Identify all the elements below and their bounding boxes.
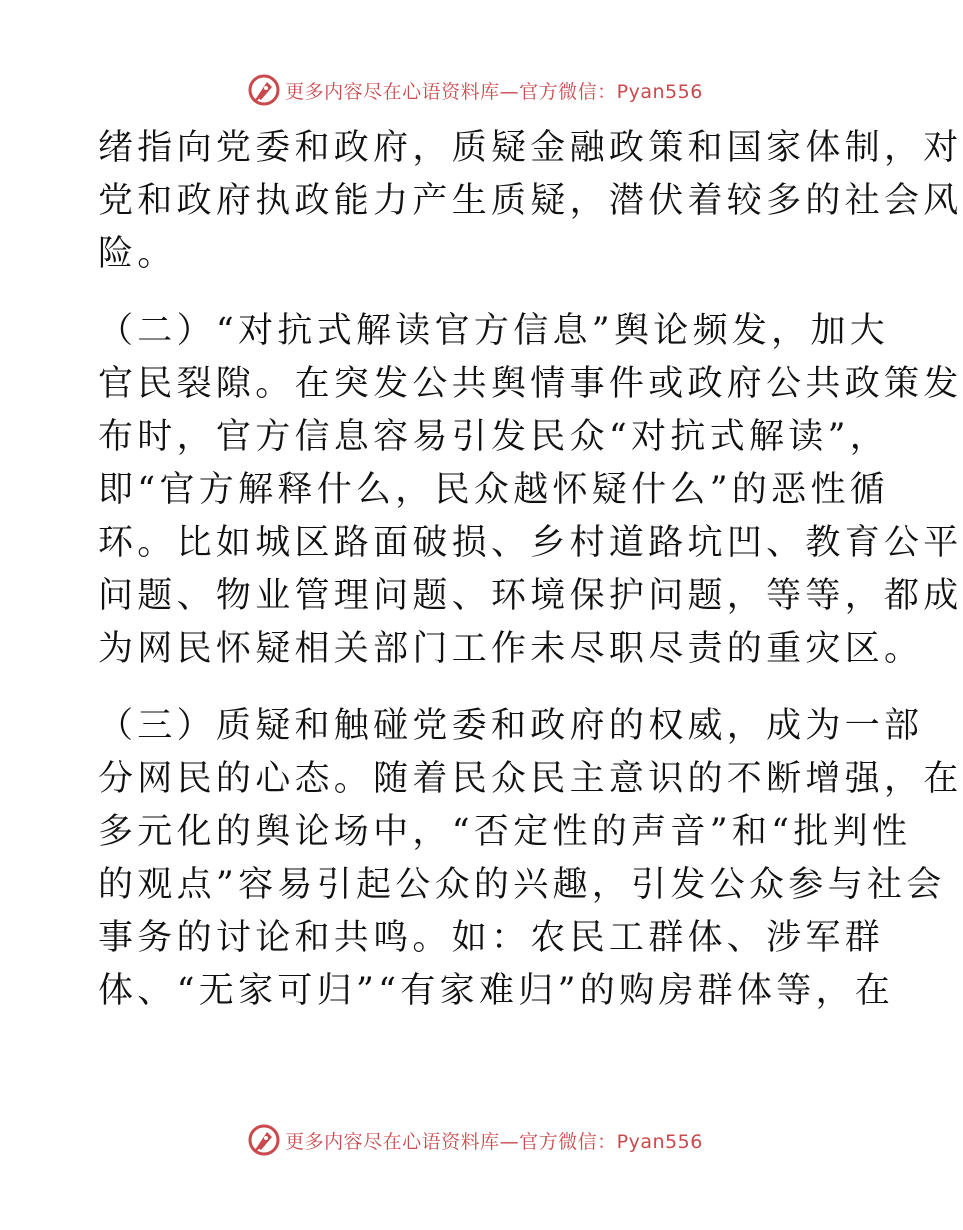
text-line: 绪指向党委和政府，质疑金融政策和国家体制，对: [98, 128, 963, 168]
text-line: 党和政府执政能力产生质疑，潜伏着较多的社会风: [98, 181, 963, 221]
text-line: 布时，官方信息容易引发民众“对抗式解读”，: [98, 417, 890, 457]
paragraph-3: [98, 700, 963, 1018]
footer-banner: [0, 1120, 950, 1160]
text-line: 事务的讨论和共鸣。如：农民工群体、涉军群: [98, 918, 885, 958]
text-line: 为网民怀疑相关部门工作未尽职尽责的重灾区。: [98, 629, 924, 669]
text-line: 官民裂隙。在突发公共舆情事件或政府公共政策发: [98, 364, 963, 404]
header-banner-text: 更多内容尽在心语资料库—官方微信：Pyan556: [285, 80, 703, 103]
text-line: 的观点”容易引起公众的兴趣，引发公众参与社会: [98, 865, 946, 905]
text-line: 即“官方解释什么，民众越怀疑什么”的恶性循: [98, 470, 890, 510]
header-banner: [0, 70, 950, 110]
text-line: （三）质疑和触碰党委和政府的权威，成为一部: [98, 706, 924, 746]
text-line: 分网民的心态。随着民众民主意识的不断增强，在: [98, 759, 963, 799]
footer-banner-text: 更多内容尽在心语资料库—官方微信：Pyan556: [285, 1130, 703, 1153]
text-line: 多元化的舆论场中，“否定性的声音”和“批判性: [98, 812, 912, 852]
document-body: [98, 122, 963, 1042]
text-line: 体、“无家可归”“有家难归”的购房群体等，在: [98, 971, 895, 1011]
text-line: 环。比如城区路面破损、乡村道路坑凹、教育公平: [98, 523, 963, 563]
pen-nib-logo-icon: [247, 1123, 281, 1157]
text-line: 问题、物业管理问题、环境保护问题，等等，都成: [98, 576, 963, 616]
paragraph-2: [98, 305, 963, 676]
text-line: （二）“对抗式解读官方信息”舆论频发，加大: [98, 311, 890, 351]
paragraph-1: [98, 122, 963, 281]
pen-nib-logo-icon: [247, 73, 281, 107]
text-line: 险。: [98, 234, 177, 274]
